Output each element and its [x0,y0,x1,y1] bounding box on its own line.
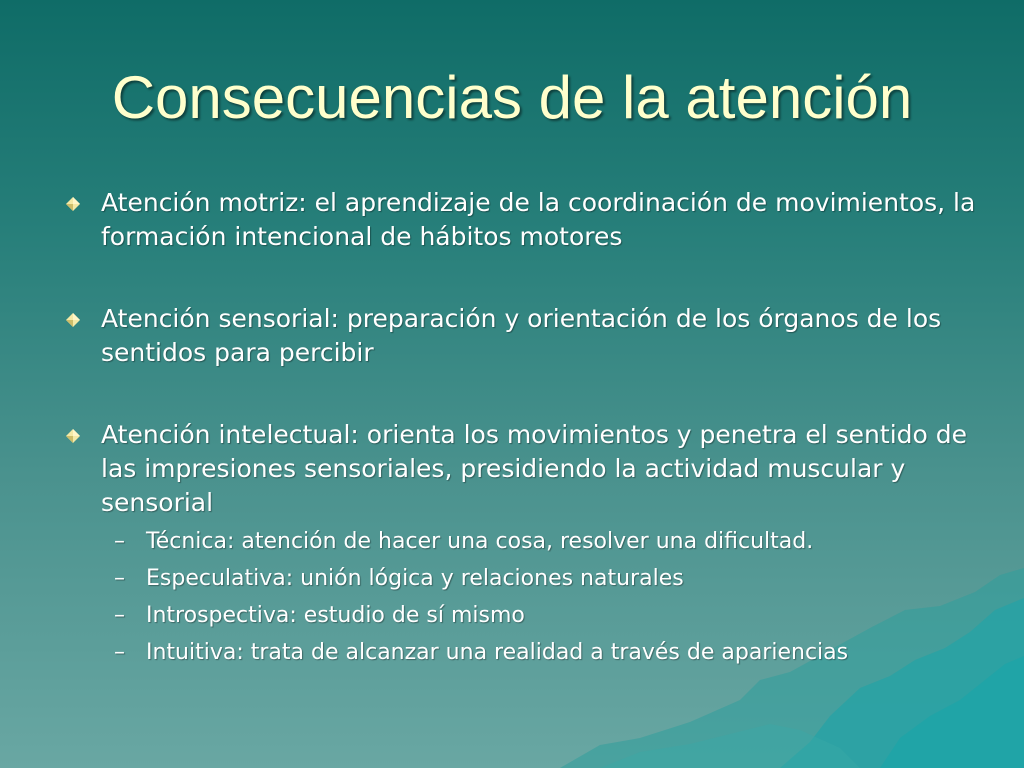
diamond-bullet-icon [66,197,80,211]
bullet-text: Atención motriz: el aprendizaje de la coordinación de movimientos, la formación intencional de hábitos motores [101,188,976,251]
diamond-bullet-icon [66,429,80,443]
sub-bullet-text: Especulativa: unión lógica y relaciones naturales [146,566,684,591]
sub-bullet-text: Técnica: atención de hacer una cosa, resolver una dificultad. [146,529,814,554]
bullet-text: Atención intelectual: orienta los movimientos y penetra el sentido de las impresiones sensoriales, presidiendo la actividad muscular y sensorial [101,420,968,517]
sub-bullet-text: Introspectiva: estudio de sí mismo [146,603,525,628]
bullet-text: Atención sensorial: preparación y orientación de los órganos de los sentidos para percibir [101,304,942,367]
diamond-bullet-icon [66,313,80,327]
slide-title: Consecuencias de la atención [111,64,913,131]
sub-bullet-dash: – [114,603,125,628]
sub-bullet-dash: – [114,529,125,554]
sub-bullet-text: Intuitiva: trata de alcanzar una realidad a través de apariencias [146,640,849,665]
sub-bullet-dash: – [114,566,125,591]
sub-bullet-dash: – [114,640,125,665]
